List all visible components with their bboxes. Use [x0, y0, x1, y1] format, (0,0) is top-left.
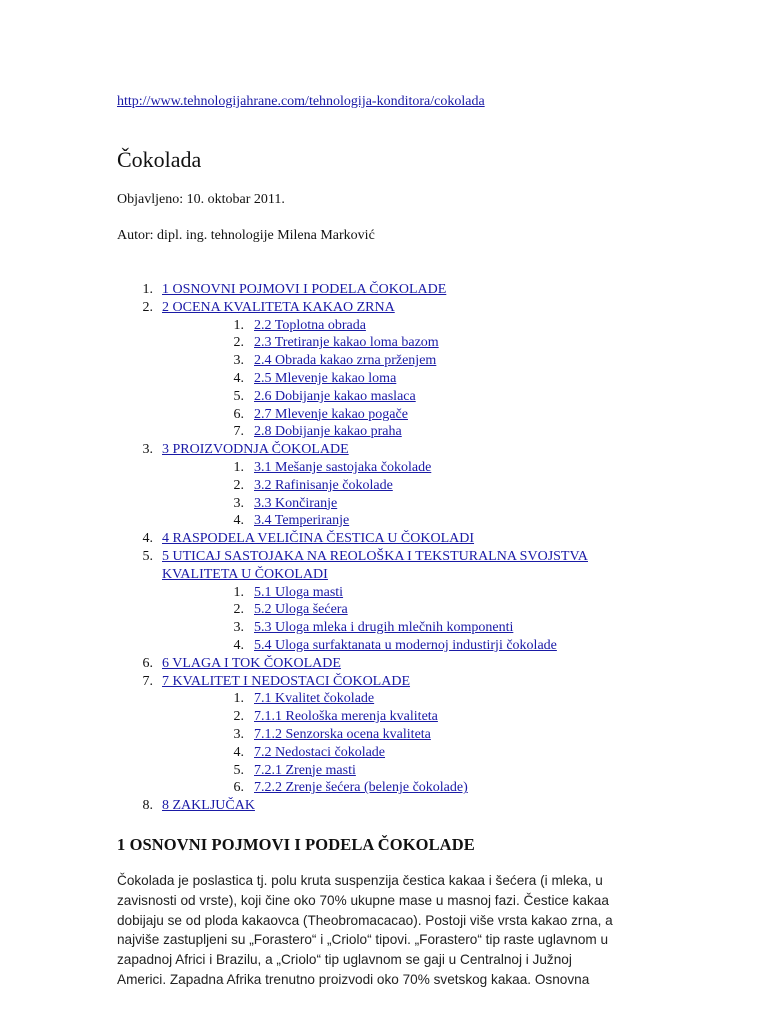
toc-item: [117, 655, 677, 673]
toc-number: 4.: [233, 637, 244, 653]
toc-subitem: [162, 388, 677, 406]
toc-number: 2.: [142, 299, 153, 315]
toc-link[interactable]: 7.1 Kvalitet čokolade: [254, 691, 375, 707]
toc-link-line: 5 UTICAJ SASTOJAKA NA REOLOŠKA I TEKSTURALNA SVOJSTVA: [162, 548, 588, 564]
toc-subitem: [162, 495, 677, 513]
section-heading: 1 OSNOVNI POJMOVI I PODELA ČOKOLADE: [117, 835, 475, 854]
toc-link[interactable]: 8 ZAKLJUČAK: [162, 798, 255, 814]
toc-link[interactable]: 2.2 Toplotna obrada: [254, 317, 366, 333]
toc-number: 6.: [142, 655, 153, 671]
toc-link[interactable]: 2.8 Dobijanje kakao praha: [254, 424, 402, 440]
toc-number: 4.: [233, 513, 244, 529]
paragraph-line: najviše zastupljeni su „Forastero“ i „Criolo“ tipovi. „Forastero“ tip raste uglavnom u: [117, 932, 609, 948]
toc-number: 4.: [142, 531, 153, 547]
toc-number: 1.: [233, 584, 244, 600]
toc-number: 3.: [233, 620, 244, 636]
author-line: Autor: dipl. ing. tehnologije Milena Marković: [117, 228, 375, 243]
toc-subitem: [162, 637, 677, 655]
toc-subitem: [162, 370, 677, 388]
toc-link[interactable]: 7.1.2 Senzorska ocena kvaliteta: [254, 726, 431, 742]
toc-link[interactable]: 5.4 Uloga surfaktanata u modernoj industirji čokolade: [254, 637, 557, 653]
toc-item: [117, 530, 677, 548]
toc-link[interactable]: 7.1.1 Reološka merenja kvaliteta: [254, 709, 438, 725]
toc-item: [117, 673, 677, 798]
toc-number: 7.: [142, 673, 153, 689]
paragraph-line: zapadnoj Africi i Brazilu, a „Criolo“ tip uglavnom se gaji u Centralnoj i Južnoj: [117, 952, 572, 968]
toc-link[interactable]: 2.6 Dobijanje kakao maslaca: [254, 388, 416, 404]
toc-subitem: [162, 334, 677, 352]
toc-item: [117, 299, 677, 441]
toc-link[interactable]: 7 KVALITET I NEDOSTACI ČOKOLADE: [162, 673, 411, 689]
toc-link[interactable]: 3.4 Temperiranje: [254, 513, 350, 529]
toc-subitem: [162, 744, 677, 762]
source-url-link[interactable]: http://www.tehnologijahrane.com/tehnologija-konditora/cokolada: [117, 94, 485, 109]
toc-number: 1.: [233, 459, 244, 475]
toc-number: 2.: [233, 335, 244, 351]
toc-subitem: [162, 619, 677, 637]
paragraph-line: Americi. Zapadna Afrika trenutno proizvodi oko 70% svetskog kakaa. Osnovna: [117, 971, 590, 987]
published-date: Objavljeno: 10. oktobar 2011.: [117, 192, 285, 207]
toc-number: 5.: [233, 388, 244, 404]
toc-link[interactable]: 4 RASPODELA VELIČINA ČESTICA U ČOKOLADI: [162, 531, 475, 547]
toc-item: [117, 441, 677, 530]
toc-number: 5.: [233, 762, 244, 778]
toc-link[interactable]: 3.3 Končiranje: [254, 495, 338, 511]
toc-number: 3.: [142, 442, 153, 458]
toc-link[interactable]: 6 VLAGA I TOK ČOKOLADE: [162, 655, 341, 671]
toc-number: 6.: [233, 780, 244, 796]
toc-link-line: KVALITETA U ČOKOLADI: [162, 566, 328, 582]
toc-subitem: [162, 477, 677, 495]
toc-subitem: [162, 690, 677, 708]
toc-number: 7.: [233, 424, 244, 440]
toc-item: [117, 548, 677, 655]
paragraph-line: zavisnosti od vrste), koji čine oko 70% ukupne mase u masnoj fazi. Čestice kakaa: [117, 892, 609, 908]
toc-number: 5.: [142, 548, 153, 564]
toc-number: 3.: [233, 495, 244, 511]
toc-item: [117, 281, 677, 299]
toc-link[interactable]: 2.5 Mlevenje kakao loma: [254, 370, 397, 386]
toc-subitem: [162, 762, 677, 780]
toc-number: 3.: [233, 353, 244, 369]
toc-link[interactable]: 3 PROIZVODNJA ČOKOLADE: [162, 442, 349, 458]
toc-number: 1.: [233, 317, 244, 333]
toc-number: 4.: [233, 370, 244, 386]
toc-subitem: [162, 601, 677, 619]
toc-number: 3.: [233, 726, 244, 742]
toc-number: 2.: [233, 709, 244, 725]
toc-link[interactable]: 3.1 Mešanje sastojaka čokolade: [254, 459, 432, 475]
paragraph-line: dobijaju se od ploda kakaovca (Theobromacacao). Postoji više vrsta kakao zrna, a: [117, 912, 613, 928]
toc-subitem: [162, 708, 677, 726]
toc-link[interactable]: [162, 549, 588, 582]
toc-subitem: [162, 352, 677, 370]
toc-link[interactable]: 7.2.2 Zrenje šećera (belenje čokolade): [254, 780, 468, 796]
toc-subitem: [162, 584, 677, 602]
toc-subitem: [162, 726, 677, 744]
toc-subitem: [162, 779, 677, 797]
body-paragraph: [117, 871, 647, 990]
toc-number: 2.: [233, 602, 244, 618]
toc-subitem: [162, 317, 677, 335]
toc-subitem: [162, 423, 677, 441]
toc-item: [117, 797, 677, 815]
toc-subitem: [162, 406, 677, 424]
toc-link[interactable]: 2 OCENA KVALITETA KAKAO ZRNA: [162, 299, 395, 315]
toc-number: 2.: [233, 477, 244, 493]
toc-link[interactable]: 5.1 Uloga masti: [254, 584, 344, 600]
toc-number: 1.: [142, 282, 153, 297]
toc-link[interactable]: 5.2 Uloga šećera: [254, 602, 348, 618]
toc-link[interactable]: 2.4 Obrada kakao zrna prženjem: [254, 353, 437, 369]
toc-link[interactable]: 5.3 Uloga mleka i drugih mlečnih komponenti: [254, 620, 514, 636]
toc-link[interactable]: 3.2 Rafinisanje čokolade: [254, 477, 393, 493]
toc-link[interactable]: 2.7 Mlevenje kakao pogače: [254, 406, 408, 422]
toc-subitem: [162, 512, 677, 530]
toc-number: 6.: [233, 406, 244, 422]
toc-number: 1.: [233, 691, 244, 707]
paragraph-line: Čokolada je poslastica tj. polu kruta suspenzija čestica kakaa i šećera (i mleka, u: [117, 873, 603, 888]
toc-subitem: [162, 459, 677, 477]
toc-link[interactable]: 1 OSNOVNI POJMOVI I PODELA ČOKOLADE: [162, 282, 447, 297]
toc-link[interactable]: 7.2.1 Zrenje masti: [254, 762, 356, 778]
document-title: Čokolada: [117, 147, 202, 172]
toc-number: 4.: [233, 744, 244, 760]
toc-link[interactable]: 7.2 Nedostaci čokolade: [254, 744, 386, 760]
toc-number: 8.: [142, 798, 153, 814]
table-of-contents: [117, 281, 677, 815]
toc-link[interactable]: 2.3 Tretiranje kakao loma bazom: [254, 335, 439, 351]
